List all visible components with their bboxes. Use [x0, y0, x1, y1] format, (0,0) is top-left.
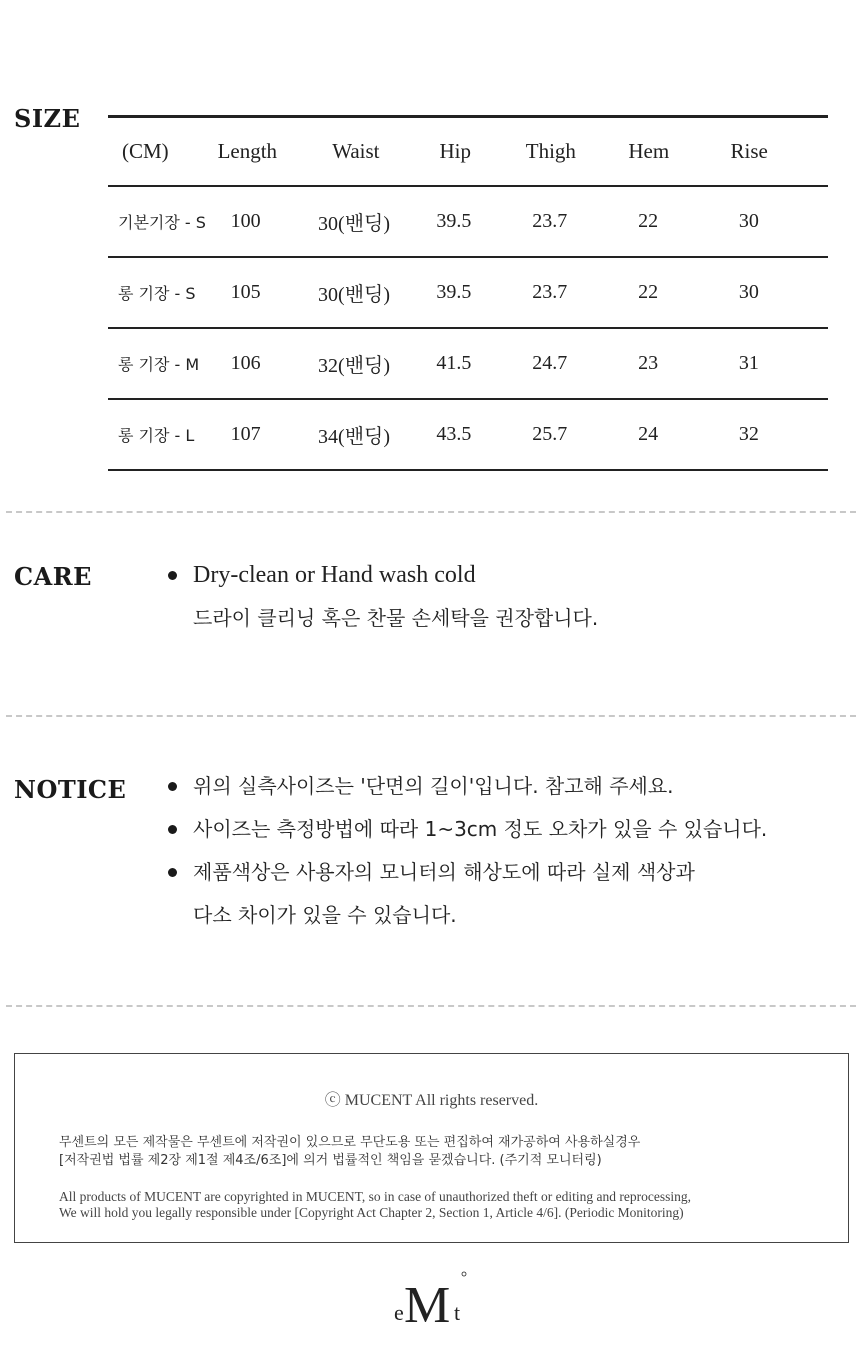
row-hip: 43.5 — [436, 423, 472, 445]
mucent-logo-icon — [394, 1268, 474, 1328]
row-rise: 30 — [738, 281, 759, 303]
section-divider — [6, 1005, 856, 1007]
copyright-ko-line: 무센트의 모든 제작물은 무센트에 저작권이 있으므로 무단도용 또는 편집하여 재가공하여 사용하실경우 — [59, 1135, 641, 1150]
notice-section-label: NOTICE — [14, 775, 127, 804]
logo-letter-m: M — [404, 1277, 451, 1328]
row-hip: 41.5 — [436, 352, 472, 374]
header-hip: Hip — [439, 139, 471, 163]
header-rise: Rise — [730, 139, 768, 163]
header-hem: Hem — [628, 139, 670, 163]
row-thigh: 25.7 — [532, 423, 568, 445]
notice-line-continued: 다소 차이가 있을 수 있습니다. — [193, 903, 457, 927]
notice-line: 사이즈는 측정방법에 따라 1~3cm 정도 오차가 있을 수 있습니다. — [193, 817, 768, 841]
row-size-label: 롱 기장 - M — [118, 355, 200, 374]
row-rise: 32 — [738, 423, 759, 445]
care-list — [168, 561, 598, 633]
row-rise: 31 — [738, 352, 759, 374]
list-item — [168, 858, 767, 930]
row-length: 106 — [230, 352, 261, 374]
care-section-label: CARE — [14, 562, 92, 591]
copyright-en-line: We will hold you legally responsible under [Copyright Act Chapter 2, Section 1, Article 4/6]. (Periodic Monitoring) — [59, 1205, 684, 1220]
copyright-title: ⓒ MUCENT All rights reserved. — [324, 1092, 539, 1109]
row-thigh: 23.7 — [532, 281, 568, 303]
row-hip: 39.5 — [436, 281, 472, 303]
header-length: Length — [217, 139, 278, 163]
row-length: 107 — [230, 423, 261, 445]
copyright-box — [14, 1053, 849, 1243]
row-waist: 32(밴딩) — [318, 355, 391, 377]
header-thigh: Thigh — [525, 139, 576, 163]
table-row — [108, 258, 828, 329]
row-waist: 34(밴딩) — [318, 426, 391, 448]
copyright-ko-line: [저작권법 법률 제2장 제1절 제4조/6조]에 의거 법률적인 책임을 묻겠습니다. (주기적 모니터링) — [59, 1153, 602, 1168]
care-instruction-ko: 드라이 클리닝 혹은 찬물 손세탁을 권장합니다. — [193, 606, 599, 630]
row-size-label: 롱 기장 - S — [118, 284, 196, 303]
row-size-label: 기본기장 - S — [118, 213, 206, 232]
row-hem: 24 — [638, 423, 659, 445]
header-cm: (CM) — [122, 139, 169, 163]
copyright-korean — [59, 1134, 640, 1170]
care-instruction-en: Dry-clean or Hand wash cold — [193, 562, 476, 588]
table-row — [108, 400, 828, 471]
logo-letter-e: e — [394, 1300, 404, 1325]
size-section-label: SIZE — [14, 104, 81, 133]
row-size-label: 롱 기장 - L — [118, 426, 195, 445]
row-hem: 22 — [638, 281, 659, 303]
logo-degree-mark — [462, 1272, 466, 1276]
header-waist: Waist — [332, 139, 380, 163]
copyright-english — [59, 1189, 691, 1221]
table-row — [108, 329, 828, 400]
row-thigh: 24.7 — [532, 352, 568, 374]
row-length: 105 — [230, 281, 261, 303]
row-rise: 30 — [738, 210, 759, 232]
size-table-header — [108, 115, 828, 187]
row-thigh: 23.7 — [532, 210, 568, 232]
row-hem: 22 — [638, 210, 659, 232]
row-waist: 30(밴딩) — [318, 284, 391, 306]
notice-list — [168, 772, 767, 944]
row-length: 100 — [230, 210, 261, 232]
section-divider — [6, 715, 856, 717]
logo-letter-t: t — [454, 1300, 461, 1325]
notice-line: 위의 실측사이즈는 '단면의 길이'입니다. 참고해 주세요. — [193, 774, 674, 798]
notice-line: 제품색상은 사용자의 모니터의 해상도에 따라 실제 색상과 — [193, 860, 695, 884]
list-item — [168, 561, 598, 633]
row-waist: 30(밴딩) — [318, 213, 391, 235]
list-item — [168, 772, 767, 801]
size-table — [108, 115, 828, 471]
copyright-en-line: All products of MUCENT are copyrighted in MUCENT, so in case of unauthorized theft or editing and reprocessing, — [59, 1189, 691, 1204]
section-divider — [6, 511, 856, 513]
table-row — [108, 187, 828, 258]
row-hip: 39.5 — [436, 210, 472, 232]
list-item — [168, 815, 767, 844]
row-hem: 23 — [638, 352, 659, 374]
